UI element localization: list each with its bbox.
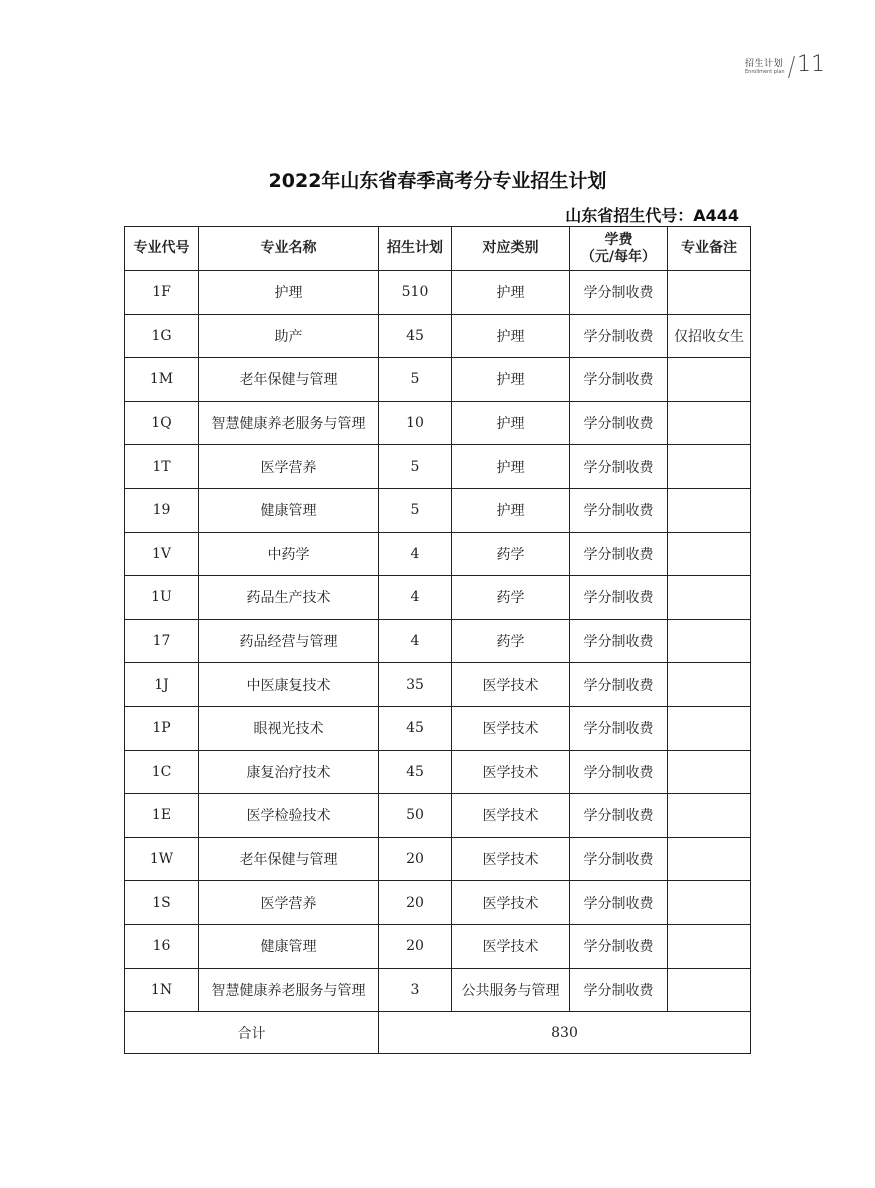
cell-category: 医学技术	[452, 663, 570, 707]
document-title: 2022年山东省春季高考分专业招生计划	[268, 170, 607, 192]
cell-plan: 20	[379, 924, 452, 968]
cell-plan: 10	[379, 401, 452, 445]
cell-plan: 35	[379, 663, 452, 707]
table-row	[125, 619, 751, 663]
cell-note	[668, 532, 751, 576]
header-fee-line2: （元/每年）	[580, 248, 657, 265]
cell-code: 19	[125, 488, 199, 532]
page-number: 11	[797, 52, 825, 77]
table-row	[125, 314, 751, 358]
cell-code: 1J	[125, 663, 199, 707]
header-code: 专业代号	[125, 227, 199, 271]
cell-note	[668, 576, 751, 620]
table-row	[125, 706, 751, 750]
cell-name: 智慧健康养老服务与管理	[199, 968, 379, 1012]
table-row	[125, 663, 751, 707]
table-row	[125, 576, 751, 620]
table-header-row	[125, 227, 751, 271]
cell-category: 护理	[452, 358, 570, 402]
cell-fee: 学分制收费	[570, 706, 668, 750]
cell-code: 1E	[125, 794, 199, 838]
cell-note	[668, 924, 751, 968]
cell-plan: 5	[379, 358, 452, 402]
cell-code: 16	[125, 924, 199, 968]
cell-fee: 学分制收费	[570, 314, 668, 358]
table-row	[125, 271, 751, 315]
header-divider	[788, 56, 795, 78]
cell-note	[668, 488, 751, 532]
cell-note	[668, 968, 751, 1012]
cell-fee: 学分制收费	[570, 532, 668, 576]
cell-fee: 学分制收费	[570, 663, 668, 707]
cell-fee: 学分制收费	[570, 576, 668, 620]
cell-note	[668, 881, 751, 925]
cell-plan: 20	[379, 837, 452, 881]
cell-code: 1Q	[125, 401, 199, 445]
header-note: 专业备注	[668, 227, 751, 271]
cell-name: 智慧健康养老服务与管理	[199, 401, 379, 445]
cell-note	[668, 445, 751, 489]
cell-category: 医学技术	[452, 794, 570, 838]
cell-note: 仅招收女生	[668, 314, 751, 358]
cell-name: 药品生产技术	[199, 576, 379, 620]
total-label: 合计	[125, 1012, 379, 1054]
cell-plan: 5	[379, 445, 452, 489]
cell-code: 1S	[125, 881, 199, 925]
cell-note	[668, 358, 751, 402]
cell-name: 健康管理	[199, 488, 379, 532]
header-section-label-en: Enrollment plan	[745, 69, 785, 75]
table-row	[125, 794, 751, 838]
cell-name: 医学营养	[199, 881, 379, 925]
header-fee	[570, 227, 668, 271]
cell-code: 1N	[125, 968, 199, 1012]
cell-code: 1V	[125, 532, 199, 576]
cell-note	[668, 401, 751, 445]
cell-note	[668, 750, 751, 794]
cell-name: 老年保健与管理	[199, 837, 379, 881]
cell-category: 医学技术	[452, 924, 570, 968]
cell-plan: 5	[379, 488, 452, 532]
cell-category: 护理	[452, 271, 570, 315]
cell-category: 护理	[452, 401, 570, 445]
table-row	[125, 837, 751, 881]
cell-name: 康复治疗技术	[199, 750, 379, 794]
cell-note	[668, 706, 751, 750]
cell-name: 眼视光技术	[199, 706, 379, 750]
cell-note	[668, 663, 751, 707]
page-header	[745, 54, 825, 82]
cell-note	[668, 619, 751, 663]
cell-category: 护理	[452, 488, 570, 532]
cell-category: 药学	[452, 532, 570, 576]
cell-name: 中药学	[199, 532, 379, 576]
cell-plan: 20	[379, 881, 452, 925]
cell-category: 护理	[452, 314, 570, 358]
cell-category: 公共服务与管理	[452, 968, 570, 1012]
cell-code: 1F	[125, 271, 199, 315]
cell-fee: 学分制收费	[570, 488, 668, 532]
table-total-row	[125, 1012, 751, 1054]
cell-category: 医学技术	[452, 706, 570, 750]
header-name: 专业名称	[199, 227, 379, 271]
cell-code: 1M	[125, 358, 199, 402]
cell-name: 医学营养	[199, 445, 379, 489]
cell-fee: 学分制收费	[570, 750, 668, 794]
cell-plan: 4	[379, 619, 452, 663]
cell-fee: 学分制收费	[570, 968, 668, 1012]
cell-name: 药品经营与管理	[199, 619, 379, 663]
cell-name: 健康管理	[199, 924, 379, 968]
cell-plan: 3	[379, 968, 452, 1012]
cell-category: 医学技术	[452, 881, 570, 925]
cell-fee: 学分制收费	[570, 358, 668, 402]
cell-plan: 510	[379, 271, 452, 315]
table-row	[125, 532, 751, 576]
cell-fee: 学分制收费	[570, 619, 668, 663]
cell-name: 老年保健与管理	[199, 358, 379, 402]
cell-note	[668, 794, 751, 838]
cell-code: 1W	[125, 837, 199, 881]
table-row	[125, 924, 751, 968]
cell-code: 1P	[125, 706, 199, 750]
table-row	[125, 445, 751, 489]
header-category: 对应类别	[452, 227, 570, 271]
cell-plan: 50	[379, 794, 452, 838]
table-row	[125, 488, 751, 532]
cell-fee: 学分制收费	[570, 401, 668, 445]
cell-code: 1T	[125, 445, 199, 489]
cell-code: 17	[125, 619, 199, 663]
cell-category: 药学	[452, 619, 570, 663]
cell-fee: 学分制收费	[570, 881, 668, 925]
header-plan: 招生计划	[379, 227, 452, 271]
cell-code: 1C	[125, 750, 199, 794]
enrollment-plan-table	[124, 226, 751, 1054]
header-fee-line1: 学费	[604, 231, 633, 248]
cell-plan: 4	[379, 532, 452, 576]
cell-plan: 45	[379, 750, 452, 794]
table-row	[125, 881, 751, 925]
cell-fee: 学分制收费	[570, 924, 668, 968]
cell-fee: 学分制收费	[570, 794, 668, 838]
cell-plan: 45	[379, 314, 452, 358]
cell-category: 护理	[452, 445, 570, 489]
table-row	[125, 401, 751, 445]
cell-note	[668, 837, 751, 881]
cell-category: 医学技术	[452, 837, 570, 881]
cell-name: 中医康复技术	[199, 663, 379, 707]
cell-plan: 4	[379, 576, 452, 620]
school-code: 山东省招生代号：A444	[565, 206, 739, 225]
cell-name: 助产	[199, 314, 379, 358]
total-value: 830	[379, 1012, 751, 1054]
table-row	[125, 968, 751, 1012]
table-row	[125, 750, 751, 794]
cell-code: 1G	[125, 314, 199, 358]
cell-code: 1U	[125, 576, 199, 620]
cell-fee: 学分制收费	[570, 445, 668, 489]
cell-category: 药学	[452, 576, 570, 620]
cell-note	[668, 271, 751, 315]
header-section-label: 招生计划	[745, 59, 784, 69]
table-row	[125, 358, 751, 402]
cell-plan: 45	[379, 706, 452, 750]
cell-name: 护理	[199, 271, 379, 315]
cell-name: 医学检验技术	[199, 794, 379, 838]
cell-fee: 学分制收费	[570, 271, 668, 315]
cell-category: 医学技术	[452, 750, 570, 794]
cell-fee: 学分制收费	[570, 837, 668, 881]
